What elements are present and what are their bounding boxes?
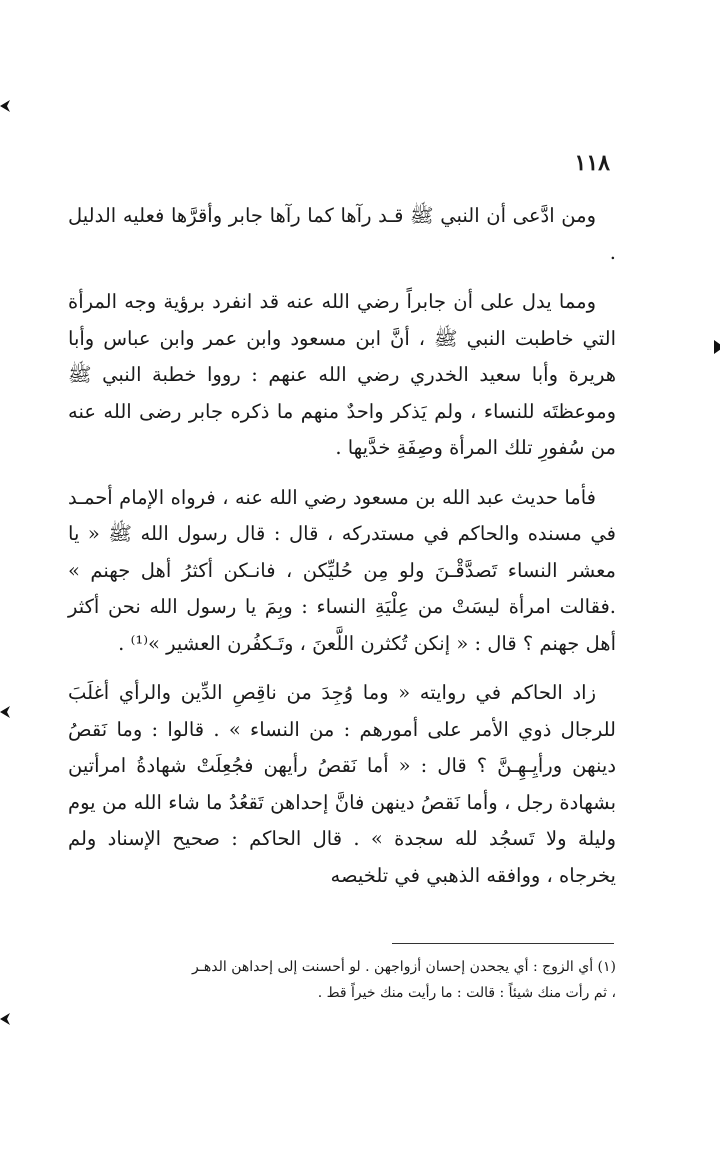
footnote-divider <box>392 943 614 944</box>
footnote: (١) أي الزوج : أي يجحدن إحسان أزواجهن . لو أحسنت إلى إحداهن الدهـر ، ثم رأت منك شيئاً : قالت : ما رأيت منك خيراً قط . <box>192 959 616 1001</box>
margin-mark <box>714 340 720 354</box>
margin-mark <box>0 706 10 718</box>
margin-mark <box>0 100 10 112</box>
main-text <box>68 198 616 907</box>
margin-mark <box>0 1013 10 1025</box>
paragraph: ومما يدل على أن جابراً رضي الله عنه قد انفرد برؤية وجه المرأة التي خاطبت النبي ﷺ ، أنَّ ابن مسعود وابن عمر وابن عباس وأبا هريرة وأبا سعيد الخدري رضي الله عنهم : رووا خطبة النبي ﷺ وموعظتَه للنساء ، ولم يَذكر واحدٌ منهم ما ذكره جابر رضى الله عنه من سُفورِ تلك المرأة وصِفَةِ خدَّيها . <box>68 290 616 459</box>
page-number: ١١٨ <box>574 150 610 176</box>
paragraph: زاد الحاكم في روايته « وما وُجِدَ من ناقِصِ الدِّين والرأي أغلَبَ للرجال ذوي الأمر على أمورهم : من النساء » . قالوا : وما نَقصُ دينهن ورأيِـهِـنَّ ؟ قال : « أما نَقصُ رأيهن فجُعِلَتْ شهادةُ امرأتين بشهادة رجل ، وأما نَقصُ دينهن فانَّ إحداهن تَقعُدُ ما شاء الله من يوم وليلة ولا تَسجُد لله سجدة » . قال الحاكم : صحيح الإسناد ولم يخرجاه ، ووافقه الذهبي في تلخيصه <box>68 681 616 887</box>
paragraph: فأما حديث عبد الله بن مسعود رضي الله عنه ، فرواه الإمام أحمـد في مسنده والحاكم في مستدركه ، قال : قال رسول الله ﷺ « يا معشر النساء تَصدَّقْـنَ ولو مِن حُليِّكن ، فانـكن أكثرُ أهل جهنم » .فقالت امرأة ليسَتْ من عِلْيَةِ النساء : وبِمَ يا رسول الله نحن أكثر أهل جهنم ؟ قال : « إنكن تُكثرن اللَّعنَ ، وتَـكفُرن العشير »⁽¹⁾ . <box>68 485 616 655</box>
paragraph: ومن ادَّعى أن النبي ﷺ قـد رآها كما رآها جابر وأقرَّها فعليه الدليل . <box>68 204 616 264</box>
